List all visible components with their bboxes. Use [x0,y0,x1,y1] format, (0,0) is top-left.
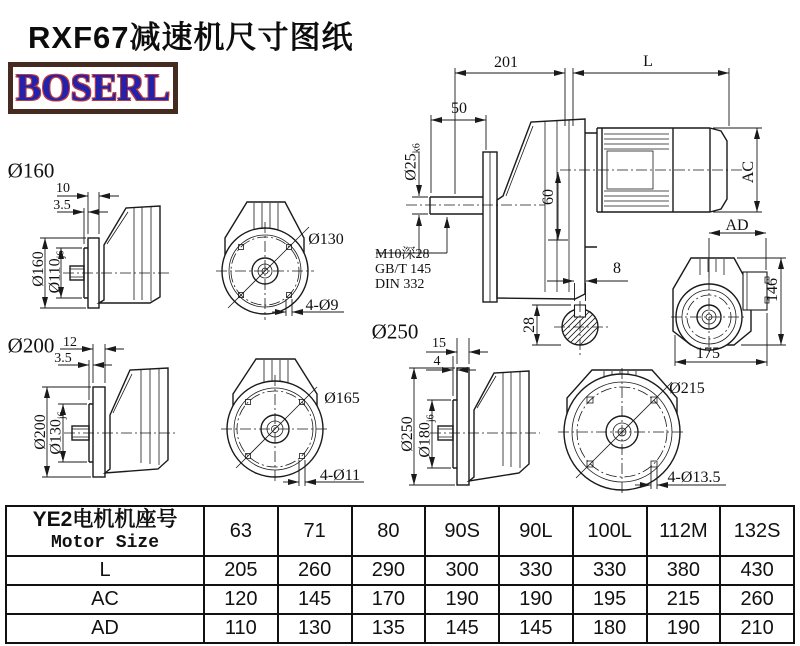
flange250-outer-dia: Ø250 [399,416,416,452]
key-height-label: 28 [521,317,538,333]
table-cell: 170 [352,585,426,614]
table-cell: 215 [647,585,721,614]
table-row-AC [6,585,794,614]
key-width-label: 8 [613,260,621,277]
dim-label-AD: AD [725,217,749,234]
main-side-view [376,68,762,302]
motor-dimension-table [5,505,795,644]
table-cell: 195 [573,585,647,614]
flange200-plate-thickness: 12 [63,335,77,350]
flange160-spigot-thickness: 3.5 [53,198,71,213]
front-view-width-label: 175 [696,345,720,362]
table-cell: 430 [720,556,794,585]
dim-label-201: 201 [494,54,518,71]
column-header: 80 [352,506,426,556]
table-cell: 300 [425,556,499,585]
table-cell: 190 [647,614,721,643]
table-cell: 330 [573,556,647,585]
table-cell: 330 [499,556,573,585]
table-cell: 180 [573,614,647,643]
flange250-holes: 4-Ø13.5 [667,469,721,486]
table-header-motor-size [6,506,204,556]
flange250-bolt-circle: Ø215 [669,380,705,397]
shaft-key-section [532,281,628,355]
tapped-hole-note-line3: DIN 332 [375,277,425,292]
table-cell: 260 [720,585,794,614]
table-cell: 190 [499,585,573,614]
brand-logo-text: BOSERL [15,67,171,109]
flange160-outer-dia: Ø160 [30,251,47,287]
flange250-plate-thickness: 15 [432,336,446,351]
dim-label-AC: AC [740,160,757,184]
dim-label-shaft-diameter: $Ø25_{k6}$ [402,143,423,181]
table-cell: 135 [352,614,426,643]
table-cell: 145 [499,614,573,643]
table-cell: 145 [278,585,352,614]
flange200-title: Ø200 [7,333,55,358]
flange200-spigot-thickness: 3.5 [54,351,72,366]
column-header: 112M [647,506,721,556]
flange250-side-view [409,338,540,485]
table-header-row [6,506,794,556]
flange160-spigot-dia: $Ø110_{j6}$ [46,250,67,294]
table-row-AD [6,614,794,643]
column-header: 100L [573,506,647,556]
tapped-hole-note-line1: M10深28 [375,247,430,262]
column-header: 132S [720,506,794,556]
table-cell: 190 [425,585,499,614]
flange200-spigot-dia: $Ø130_{j6}$ [47,411,68,455]
dim-label-L: L [643,53,653,70]
flange250-title: Ø250 [371,319,419,344]
table-header-cn: YE2电机机座号 [32,508,178,531]
table-cell: 380 [647,556,721,585]
table-cell: 260 [278,556,352,585]
dim-label-60: 60 [540,189,557,205]
column-header: 90S [425,506,499,556]
table-header-en: Motor Size [50,533,160,553]
front-view-height-label: 146 [764,278,781,302]
flange160-plate-thickness: 10 [56,181,70,196]
table-cell: 290 [352,556,426,585]
table-cell: 210 [720,614,794,643]
table-cell: 145 [425,614,499,643]
page-title: RXF67减速机尺寸图纸 [28,20,354,55]
column-header: 63 [204,506,278,556]
tapped-hole-note [375,247,431,292]
row-label: AD [6,614,204,643]
row-label: AC [6,585,204,614]
flange200-bolt-circle: Ø165 [324,390,360,407]
flange200-holes: 4-Ø11 [319,467,361,484]
flange250-spigot-thickness: 4 [433,354,441,369]
flange250-spigot-dia: $Ø180_{j6}$ [416,414,437,458]
flange200-outer-dia: Ø200 [32,414,49,450]
flange160-holes: 4-Ø9 [305,297,339,314]
table-row-L [6,556,794,585]
column-header: 90L [499,506,573,556]
tapped-hole-note-line2: GB/T 145 [375,262,432,277]
row-label: L [6,556,204,585]
dim-label-50: 50 [451,100,467,117]
table-cell: 120 [204,585,278,614]
table-cell: 110 [204,614,278,643]
column-header: 71 [278,506,352,556]
flange160-title: Ø160 [7,158,55,183]
flange160-bolt-circle: Ø130 [308,231,344,248]
table-cell: 205 [204,556,278,585]
table-cell: 130 [278,614,352,643]
